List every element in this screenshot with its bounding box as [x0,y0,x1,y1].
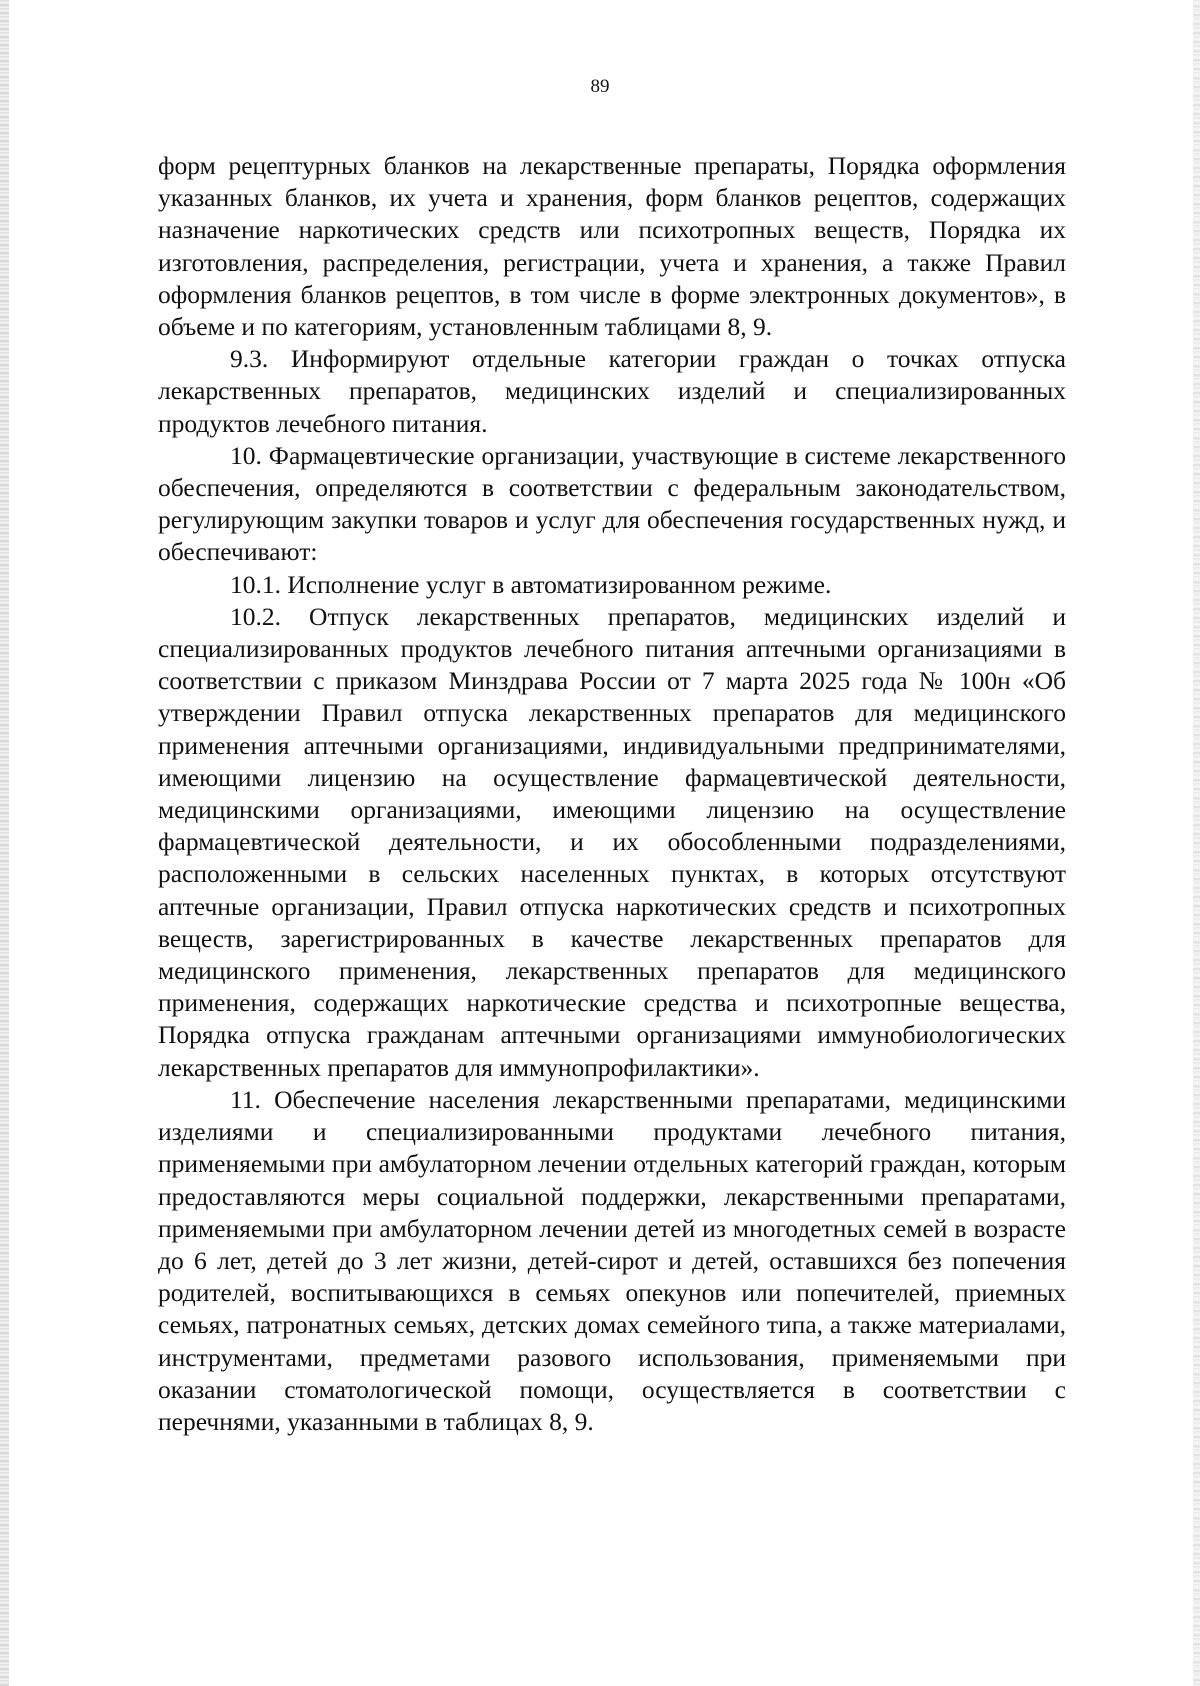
paragraph-10-1: 10.1. Исполнение услуг в автоматизированном режиме. [230,569,832,599]
page-number: 89 [590,76,610,97]
paragraph-10-2: 10.2. Отпуск лекарственных препаратов, медицинских изделий и специализированных продуктов лечебного питания аптечными организациями в соответствии с приказом Минздрава России от 7 марта 2025 года № 100н «Об утверждении Правил отпуска лекарственных препаратов для медицинского применения аптечными организациями, индивидуальными предпринимателями, имеющими лицензию на осуществление фармацевтической деятельности, медицинскими организациями, имеющими лицензию на осуществление фармацевтической деятельности, и их обособленными подразделениями, расположенными в сельских населенных пунктах, в которых отсутствуют аптечные организации, Правил отпуска наркотических средств и психотропных веществ, зарегистрированных в качестве лекарственных препаратов для медицинского применения, лекарственных препаратов для медицинского применения, содержащих наркотические средства и психотропные вещества, Порядка отпуска гражданам аптечными организациями иммунобиологических лекарственных препаратов для иммунопрофилактики». [158,601,1066,1082]
scan-edge-right [1193,0,1200,1686]
document-body [158,150,1066,1438]
paragraph-continuation: форм рецептурных бланков на лекарственные препараты, Порядка оформления указанных бланков, их учета и хранения, форм бланков рецептов, содержащих назначение наркотических средств или психотропных веществ, Порядка их изготовления, распределения, регистрации, учета и хранения, а также Правил оформления бланков рецептов, в том числе в форме электронных документов», в объеме и по категориям, установленным таблицами 8, 9. [158,151,1066,342]
paragraph-11: 11. Обеспечение населения лекарственными препаратами, медицинскими изделиями и специализированными продуктами лечебного питания, применяемыми при амбулаторном лечении отдельных категорий граждан, которым предоставляются меры социальной поддержки, лекарственными препаратами, применяемыми при амбулаторном лечении детей из многодетных семей в возрасте до 6 лет, детей до 3 лет жизни, детей-сирот и детей, оставшихся без попечения родителей, воспитывающихся в семьях опекунов или попечителей, приемных семьях, патронатных семьях, детских домах семейного типа, а также материалами, инструментами, предметами разового использования, применяемыми при оказании стоматологической помощи, осуществляется в соответствии с перечнями, указанными в таблицах 8, 9. [158,1084,1066,1436]
paragraph-9-3: 9.3. Информируют отдельные категории граждан о точках отпуска лекарственных препаратов, медицинских изделий и специализированных продуктов лечебного питания. [158,344,1066,438]
scan-edge-left [0,0,9,1686]
paragraph-10: 10. Фармацевтические организации, участвующие в системе лекарственного обеспечения, определяются в соответствии с федеральным законодательством, регулирующим закупки товаров и услуг для обеспечения государственных нужд, и обеспечивают: [158,440,1066,567]
